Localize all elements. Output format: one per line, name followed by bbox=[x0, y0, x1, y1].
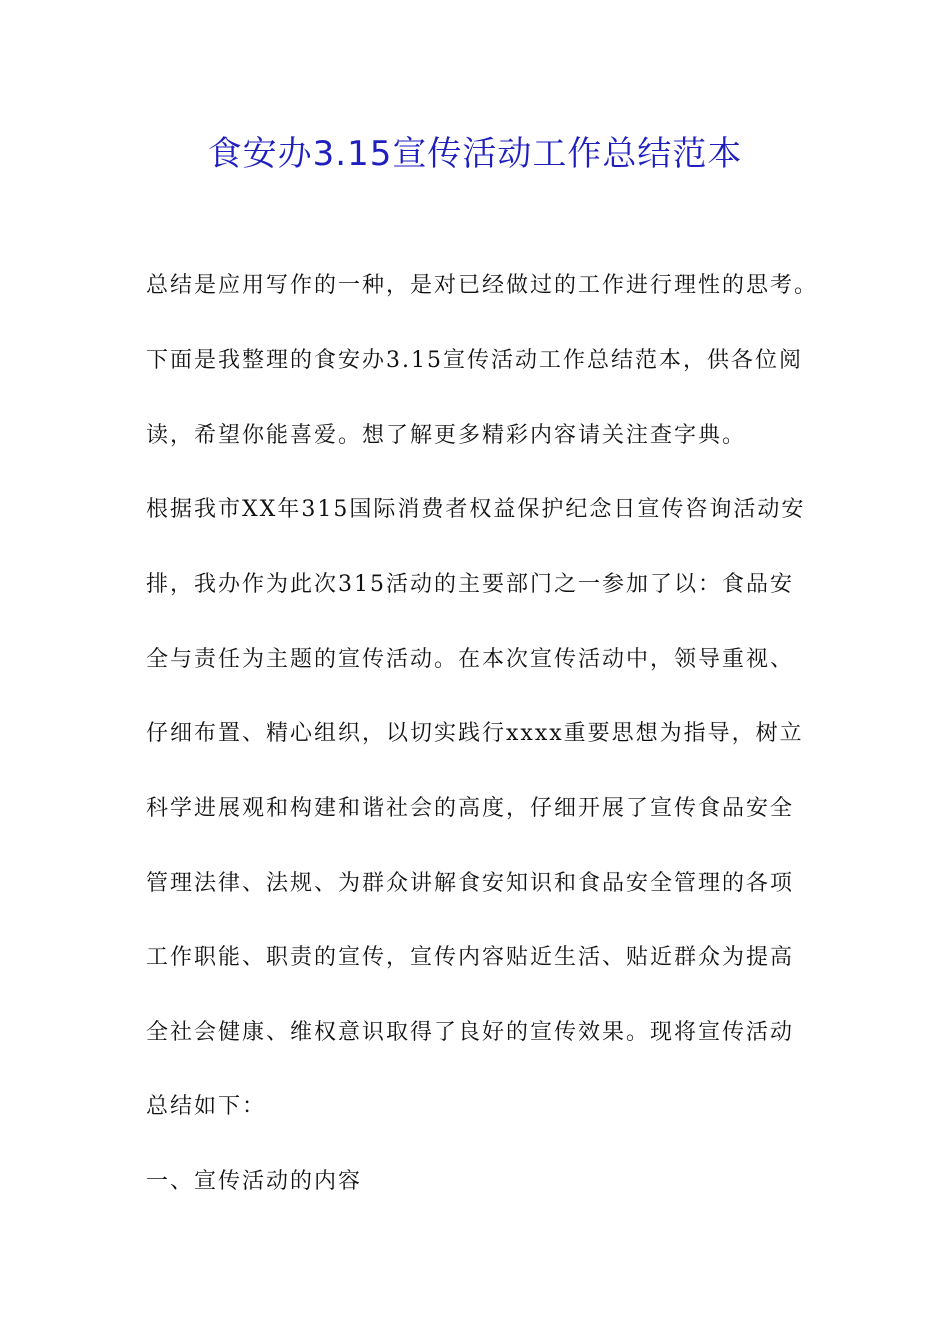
paragraph-line: 下面是我整理的食安办3.15宣传活动工作总结范本，供各位阅 bbox=[146, 348, 803, 373]
paragraph-line: 仔细布置、精心组织，以切实践行xxxx重要思想为指导，树立 bbox=[146, 721, 804, 746]
paragraph-line: 管理法律、法规、为群众讲解食安知识和食品安全管理的各项 bbox=[146, 871, 795, 896]
paragraph-line: 全社会健康、维权意识取得了良好的宣传效果。现将宣传活动 bbox=[146, 1020, 795, 1045]
paragraph-line: 总结如下： bbox=[146, 1094, 267, 1119]
paragraph-line: 科学进展观和构建和谐社会的高度，仔细开展了宣传食品安全 bbox=[146, 796, 795, 821]
paragraph-line: 根据我市XX年315国际消费者权益保护纪念日宣传咨询活动安 bbox=[146, 497, 806, 522]
paragraph-line: 总结是应用写作的一种，是对已经做过的工作进行理性的思考。 bbox=[146, 273, 819, 298]
paragraph-line: 全与责任为主题的宣传活动。在本次宣传活动中，领导重视、 bbox=[146, 647, 795, 672]
paragraph-line: 读，希望你能喜爱。想了解更多精彩内容请关注查字典。 bbox=[146, 423, 747, 448]
paragraph-line: 工作职能、职责的宣传，宣传内容贴近生活、贴近群众为提高 bbox=[146, 945, 795, 970]
paragraph-line: 排，我办作为此次315活动的主要部门之一参加了以：食品安 bbox=[146, 572, 794, 597]
document-title: 食安办3.15宣传活动工作总结范本 bbox=[207, 134, 743, 174]
section-heading: 一、宣传活动的内容 bbox=[146, 1169, 363, 1194]
